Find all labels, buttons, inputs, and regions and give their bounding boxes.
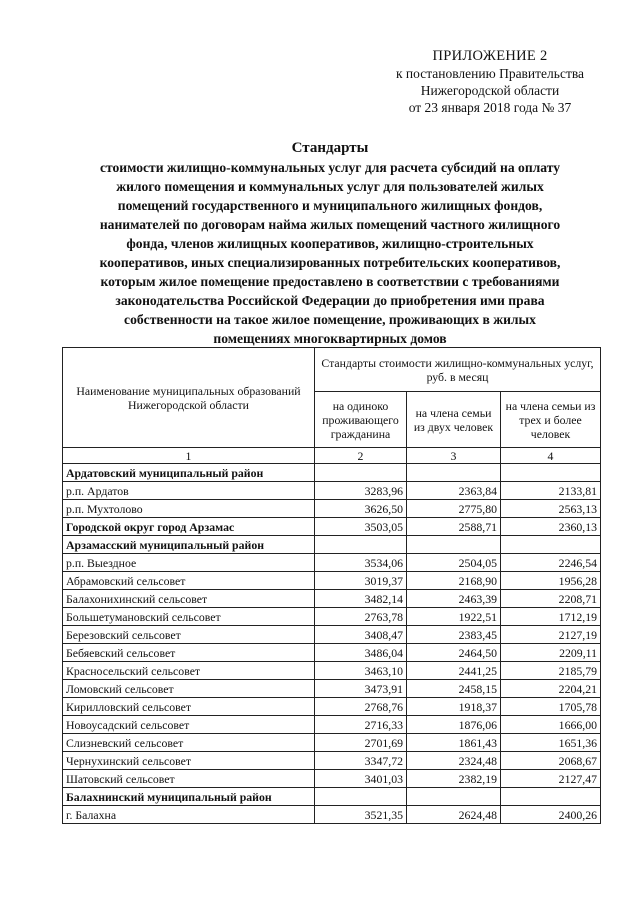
table-row: [63, 608, 601, 626]
municipality-name-cell: Шатовский сельсовет: [63, 770, 315, 788]
two-person-value-cell: [407, 536, 501, 554]
two-person-value-cell: 2324,48: [407, 752, 501, 770]
municipality-name-cell: Красносельский сельсовет: [63, 662, 315, 680]
heading-line: кооперативов, иных специализированных потребительских кооперативов,: [99, 255, 561, 270]
table-row: [63, 482, 601, 500]
single-resident-value-cell: 2768,76: [315, 698, 407, 716]
two-person-value-cell: [407, 464, 501, 482]
table-group-row: [63, 518, 601, 536]
column-number: 3: [407, 448, 501, 464]
municipality-name-cell: Балахнинский муниципальный район: [63, 788, 315, 806]
municipality-name-cell: Кирилловский сельсовет: [63, 698, 315, 716]
municipality-name-cell: Городской округ город Арзамас: [63, 518, 315, 536]
appendix-line-2: Нижегородской области: [420, 83, 560, 98]
single-resident-value-cell: 3347,72: [315, 752, 407, 770]
three-plus-value-cell: 1956,28: [501, 572, 601, 590]
table-row: [63, 806, 601, 824]
three-plus-value-cell: 1651,36: [501, 734, 601, 752]
single-resident-value-cell: 2701,69: [315, 734, 407, 752]
single-resident-value-cell: [315, 464, 407, 482]
municipality-name-cell: Слизневский сельсовет: [63, 734, 315, 752]
municipality-name-cell: Бебяевский сельсовет: [63, 644, 315, 662]
two-person-value-cell: 2441,25: [407, 662, 501, 680]
two-person-value-cell: 1918,37: [407, 698, 501, 716]
table-row: [63, 500, 601, 518]
appendix-line-1: к постановлению Правительства: [395, 66, 585, 81]
two-person-value-cell: 2168,90: [407, 572, 501, 590]
two-person-value-cell: 2458,15: [407, 680, 501, 698]
municipality-column-header: Наименование муниципальных образований Нижегородской области: [63, 348, 315, 448]
two-person-value-cell: 2463,39: [407, 590, 501, 608]
three-plus-value-cell: 1712,19: [501, 608, 601, 626]
single-resident-value-cell: 3534,06: [315, 554, 407, 572]
table-row: [63, 590, 601, 608]
two-person-value-cell: 2504,05: [407, 554, 501, 572]
three-plus-value-cell: [501, 464, 601, 482]
municipality-name-cell: Балахонихинский сельсовет: [63, 590, 315, 608]
table-group-row: [63, 464, 601, 482]
single-resident-value-cell: 3283,96: [315, 482, 407, 500]
single-resident-value-cell: 3503,05: [315, 518, 407, 536]
table-body: [63, 464, 601, 824]
two-person-value-cell: 1876,06: [407, 716, 501, 734]
heading-line: нанимателей по договорам найма жилых помещений частного жилищного: [99, 217, 561, 232]
two-person-value-cell: 1861,43: [407, 734, 501, 752]
table-row: [63, 662, 601, 680]
single-resident-value-cell: 3482,14: [315, 590, 407, 608]
three-plus-value-cell: 1666,00: [501, 716, 601, 734]
standards-group-header: Стандарты стоимости жилищно-коммунальных услуг, руб. в месяц: [315, 348, 601, 392]
appendix-block: [360, 48, 620, 116]
heading-line: которым жилое помещение предоставлено в соответствии с требованиями: [100, 274, 560, 289]
three-plus-family-header: на члена семьи из трех и более человек: [501, 392, 601, 448]
municipality-name-cell: Большетумановский сельсовет: [63, 608, 315, 626]
table-row: [63, 716, 601, 734]
single-resident-value-cell: 2763,78: [315, 608, 407, 626]
table-row: [63, 752, 601, 770]
three-plus-value-cell: 2400,26: [501, 806, 601, 824]
two-person-value-cell: 2383,45: [407, 626, 501, 644]
table-group-row: [63, 536, 601, 554]
three-plus-value-cell: 2185,79: [501, 662, 601, 680]
single-resident-value-cell: [315, 788, 407, 806]
three-plus-value-cell: [501, 536, 601, 554]
three-plus-value-cell: 2133,81: [501, 482, 601, 500]
municipality-name-cell: г. Балахна: [63, 806, 315, 824]
single-resident-value-cell: 3408,47: [315, 626, 407, 644]
table-row: [63, 626, 601, 644]
single-resident-value-cell: 2716,33: [315, 716, 407, 734]
heading-line: помещений государственного и муниципального жилищных фондов,: [117, 198, 543, 213]
three-plus-value-cell: 2204,21: [501, 680, 601, 698]
column-number: 2: [315, 448, 407, 464]
table-row: [63, 680, 601, 698]
three-plus-value-cell: 2360,13: [501, 518, 601, 536]
municipality-name-cell: Абрамовский сельсовет: [63, 572, 315, 590]
single-resident-value-cell: 3486,04: [315, 644, 407, 662]
two-person-value-cell: 2588,71: [407, 518, 501, 536]
two-person-value-cell: 2363,84: [407, 482, 501, 500]
appendix-title: ПРИЛОЖЕНИЕ 2: [432, 48, 548, 64]
single-resident-value-cell: 3019,37: [315, 572, 407, 590]
two-person-value-cell: 2624,48: [407, 806, 501, 824]
heading-line: фонда, членов жилищных кооперативов, жилищно-строительных: [126, 236, 534, 251]
table-group-row: [63, 788, 601, 806]
column-number: 1: [63, 448, 315, 464]
single-resident-value-cell: 3626,50: [315, 500, 407, 518]
three-plus-value-cell: 2127,47: [501, 770, 601, 788]
heading-line: жилого помещения и коммунальных услуг для пользователей жилых: [116, 179, 544, 194]
municipality-name-cell: р.п. Мухтолово: [63, 500, 315, 518]
two-person-value-cell: 2775,80: [407, 500, 501, 518]
three-plus-value-cell: 2068,67: [501, 752, 601, 770]
three-plus-value-cell: 2246,54: [501, 554, 601, 572]
single-resident-value-cell: 3463,10: [315, 662, 407, 680]
municipality-name-cell: Ломовский сельсовет: [63, 680, 315, 698]
heading-line: стоимости жилищно-коммунальных услуг для расчета субсидий на оплату: [99, 160, 561, 175]
two-person-value-cell: 1922,51: [407, 608, 501, 626]
document-heading: [60, 139, 600, 348]
municipality-name-cell: Новоусадский сельсовет: [63, 716, 315, 734]
three-plus-value-cell: [501, 788, 601, 806]
two-person-value-cell: 2464,50: [407, 644, 501, 662]
single-resident-value-cell: 3473,91: [315, 680, 407, 698]
municipality-name-cell: р.п. Ардатов: [63, 482, 315, 500]
table-row: [63, 734, 601, 752]
single-resident-header: на одиноко проживающего гражданина: [315, 392, 407, 448]
three-plus-value-cell: 2127,19: [501, 626, 601, 644]
table-row: [63, 698, 601, 716]
municipality-name-cell: Чернухинский сельсовет: [63, 752, 315, 770]
table-row: [63, 554, 601, 572]
three-plus-value-cell: 2563,13: [501, 500, 601, 518]
municipality-name-cell: Ардатовский муниципальный район: [63, 464, 315, 482]
standards-table: [62, 347, 601, 824]
single-resident-value-cell: 3401,03: [315, 770, 407, 788]
three-plus-value-cell: 1705,78: [501, 698, 601, 716]
heading-line: собственности на такое жилое помещение, проживающих в жилых: [124, 312, 536, 327]
three-plus-value-cell: 2208,71: [501, 590, 601, 608]
two-person-family-header: на члена семьи из двух человек: [407, 392, 501, 448]
two-person-value-cell: [407, 788, 501, 806]
two-person-value-cell: 2382,19: [407, 770, 501, 788]
municipality-name-cell: Арзамасский муниципальный район: [63, 536, 315, 554]
table-row: [63, 572, 601, 590]
table-row: [63, 770, 601, 788]
heading-line: помещениях многоквартирных домов: [213, 331, 447, 346]
single-resident-value-cell: [315, 536, 407, 554]
appendix-line-3: от 23 января 2018 года № 37: [408, 100, 572, 115]
three-plus-value-cell: 2209,11: [501, 644, 601, 662]
heading-line: законодательства Российской Федерации до приобретения ими права: [115, 293, 545, 308]
single-resident-value-cell: 3521,35: [315, 806, 407, 824]
municipality-name-cell: Березовский сельсовет: [63, 626, 315, 644]
table-row: [63, 644, 601, 662]
document-title: Стандарты: [291, 140, 369, 156]
column-number: 4: [501, 448, 601, 464]
municipality-name-cell: р.п. Выездное: [63, 554, 315, 572]
